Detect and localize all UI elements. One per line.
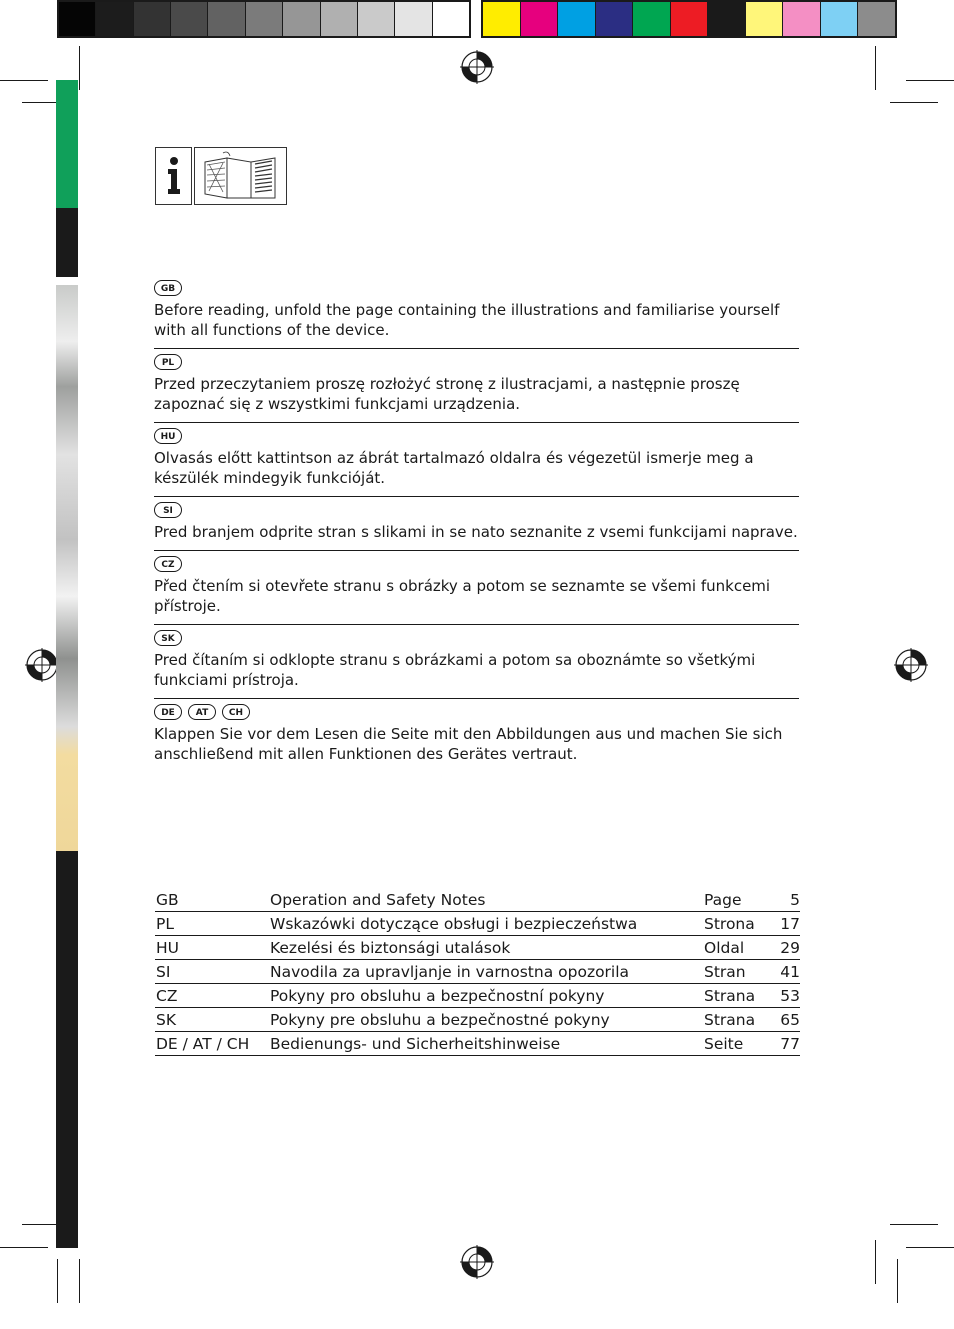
- toc-lang-code: SK: [155, 1008, 269, 1032]
- color-swatch: [708, 2, 746, 36]
- color-calibration-bar: [481, 0, 897, 38]
- toc-title: Kezelési és biztonsági utalások: [269, 936, 703, 960]
- gray-swatch: [246, 2, 283, 36]
- color-swatch: [858, 2, 895, 36]
- color-swatch: [783, 2, 821, 36]
- toc-page-number: 5: [774, 888, 800, 912]
- toc-lang-code: GB: [155, 888, 269, 912]
- toc-lang-code: HU: [155, 936, 269, 960]
- crop-mark: [890, 1224, 938, 1225]
- lang-badge: SK: [154, 630, 182, 646]
- toc-page-number: 65: [774, 1008, 800, 1032]
- toc-page-word: Oldal: [703, 936, 774, 960]
- toc-page-number: 77: [774, 1032, 800, 1056]
- color-swatch: [521, 2, 559, 36]
- toc-title: Operation and Safety Notes: [269, 888, 703, 912]
- color-swatch: [671, 2, 709, 36]
- toc-page-word: Page: [703, 888, 774, 912]
- toc-title: Wskazówki dotyczące obsługi i bezpieczeństwa: [269, 912, 703, 936]
- registration-mark-icon: [25, 648, 59, 682]
- toc-page-number: 41: [774, 960, 800, 984]
- toc-row[interactable]: [155, 1008, 800, 1032]
- toc-page-number: 17: [774, 912, 800, 936]
- fold-out-page-icon: [194, 147, 287, 205]
- lang-block-cz: [154, 551, 799, 625]
- gray-swatch: [358, 2, 395, 36]
- lang-block-de-at-ch: [154, 699, 799, 772]
- registration-mark-icon: [460, 50, 494, 84]
- lang-badge: SI: [154, 502, 182, 518]
- lang-badge: HU: [154, 428, 182, 444]
- crop-mark: [897, 1259, 898, 1303]
- instruction-text: Pred čítaním si odklopte stranu s obrázkami a potom sa oboznámte so všetkými funkciami prístroja.: [154, 651, 756, 689]
- instruction-text: Klappen Sie vor dem Lesen die Seite mit den Abbildungen aus und machen Sie sich anschließend mit allen Funktionen des Gerätes vertraut.: [154, 725, 783, 763]
- spine-black-block: [56, 851, 78, 1248]
- info-icon: [155, 147, 192, 205]
- toc-title: Navodila za upravljanje in varnostna opozorila: [269, 960, 703, 984]
- language-instructions: [154, 275, 799, 772]
- color-swatch: [821, 2, 859, 36]
- registration-mark-icon: [894, 648, 928, 682]
- gray-swatch: [321, 2, 358, 36]
- toc-row[interactable]: [155, 912, 800, 936]
- toc-page-number: 29: [774, 936, 800, 960]
- crop-mark: [0, 80, 48, 81]
- toc-title: Pokyny pro obsluhu a bezpečnostní pokyny: [269, 984, 703, 1008]
- toc-lang-code: CZ: [155, 984, 269, 1008]
- lang-badge: GB: [154, 280, 182, 296]
- instruction-text: Before reading, unfold the page containing the illustrations and familiarise yourself with all functions of the device.: [154, 301, 780, 339]
- toc-page-word: Seite: [703, 1032, 774, 1056]
- lang-block-si: [154, 497, 799, 551]
- crop-mark: [875, 46, 876, 90]
- crop-mark: [79, 46, 80, 90]
- lang-block-sk: [154, 625, 799, 699]
- table-of-contents: [155, 888, 800, 1056]
- toc-title: Pokyny pre obsluhu a bezpečnostné pokyny: [269, 1008, 703, 1032]
- toc-lang-code: SI: [155, 960, 269, 984]
- color-swatch: [633, 2, 671, 36]
- lang-badge: CH: [222, 704, 250, 720]
- toc-lang-code: DE / AT / CH: [155, 1032, 269, 1056]
- gray-swatch: [433, 2, 469, 36]
- spine-black-block: [56, 208, 78, 277]
- crop-mark: [875, 1240, 876, 1284]
- toc-title: Bedienungs- und Sicherheitshinweise: [269, 1032, 703, 1056]
- color-swatch: [558, 2, 596, 36]
- toc-row[interactable]: [155, 1032, 800, 1056]
- toc-row[interactable]: [155, 960, 800, 984]
- registration-mark-icon: [460, 1245, 494, 1279]
- instruction-text: Před čtením si otevřete stranu s obrázky a potom se seznamte se všemi funkcemi přístroje.: [154, 577, 771, 615]
- crop-mark: [79, 1259, 80, 1303]
- toc-page-number: 53: [774, 984, 800, 1008]
- crop-mark: [890, 102, 938, 103]
- crop-mark: [906, 80, 954, 81]
- crop-mark: [0, 1247, 48, 1248]
- toc-page-word: Strona: [703, 912, 774, 936]
- gray-swatch: [283, 2, 320, 36]
- grayscale-calibration-bar: [57, 0, 471, 38]
- lang-badge: AT: [188, 704, 216, 720]
- toc-row[interactable]: [155, 984, 800, 1008]
- lang-badge: PL: [154, 354, 182, 370]
- color-swatch: [746, 2, 784, 36]
- lang-badge: DE: [154, 704, 182, 720]
- toc-lang-code: PL: [155, 912, 269, 936]
- toc-page-word: Stran: [703, 960, 774, 984]
- instruction-text: Olvasás előtt kattintson az ábrát tartalmazó oldalra és végezetül ismerje meg a készülék mindegyik funkcióját.: [154, 449, 754, 487]
- toc-row[interactable]: [155, 888, 800, 912]
- lang-block-hu: [154, 423, 799, 497]
- gray-swatch: [96, 2, 133, 36]
- lang-block-gb: [154, 275, 799, 349]
- gray-swatch: [59, 2, 96, 36]
- spine-cover-image: [56, 285, 78, 851]
- gray-swatch: [395, 2, 432, 36]
- instruction-text: Przed przeczytaniem proszę rozłożyć stronę z ilustracjami, a następnie proszę zapoznać się z wszystkimi funkcjami urządzenia.: [154, 375, 740, 413]
- color-swatch: [483, 2, 521, 36]
- color-swatch: [596, 2, 634, 36]
- gray-swatch: [208, 2, 245, 36]
- toc-page-word: Strana: [703, 1008, 774, 1032]
- gray-swatch: [134, 2, 171, 36]
- crop-mark: [57, 1259, 58, 1303]
- gray-swatch: [171, 2, 208, 36]
- toc-row[interactable]: [155, 936, 800, 960]
- lang-badge: CZ: [154, 556, 182, 572]
- toc-page-word: Strana: [703, 984, 774, 1008]
- lang-block-pl: [154, 349, 799, 423]
- instruction-text: Pred branjem odprite stran s slikami in se nato seznanite z vsemi funkcijami naprave.: [154, 523, 798, 541]
- crop-mark: [906, 1247, 954, 1248]
- spine-green-block: [56, 80, 78, 208]
